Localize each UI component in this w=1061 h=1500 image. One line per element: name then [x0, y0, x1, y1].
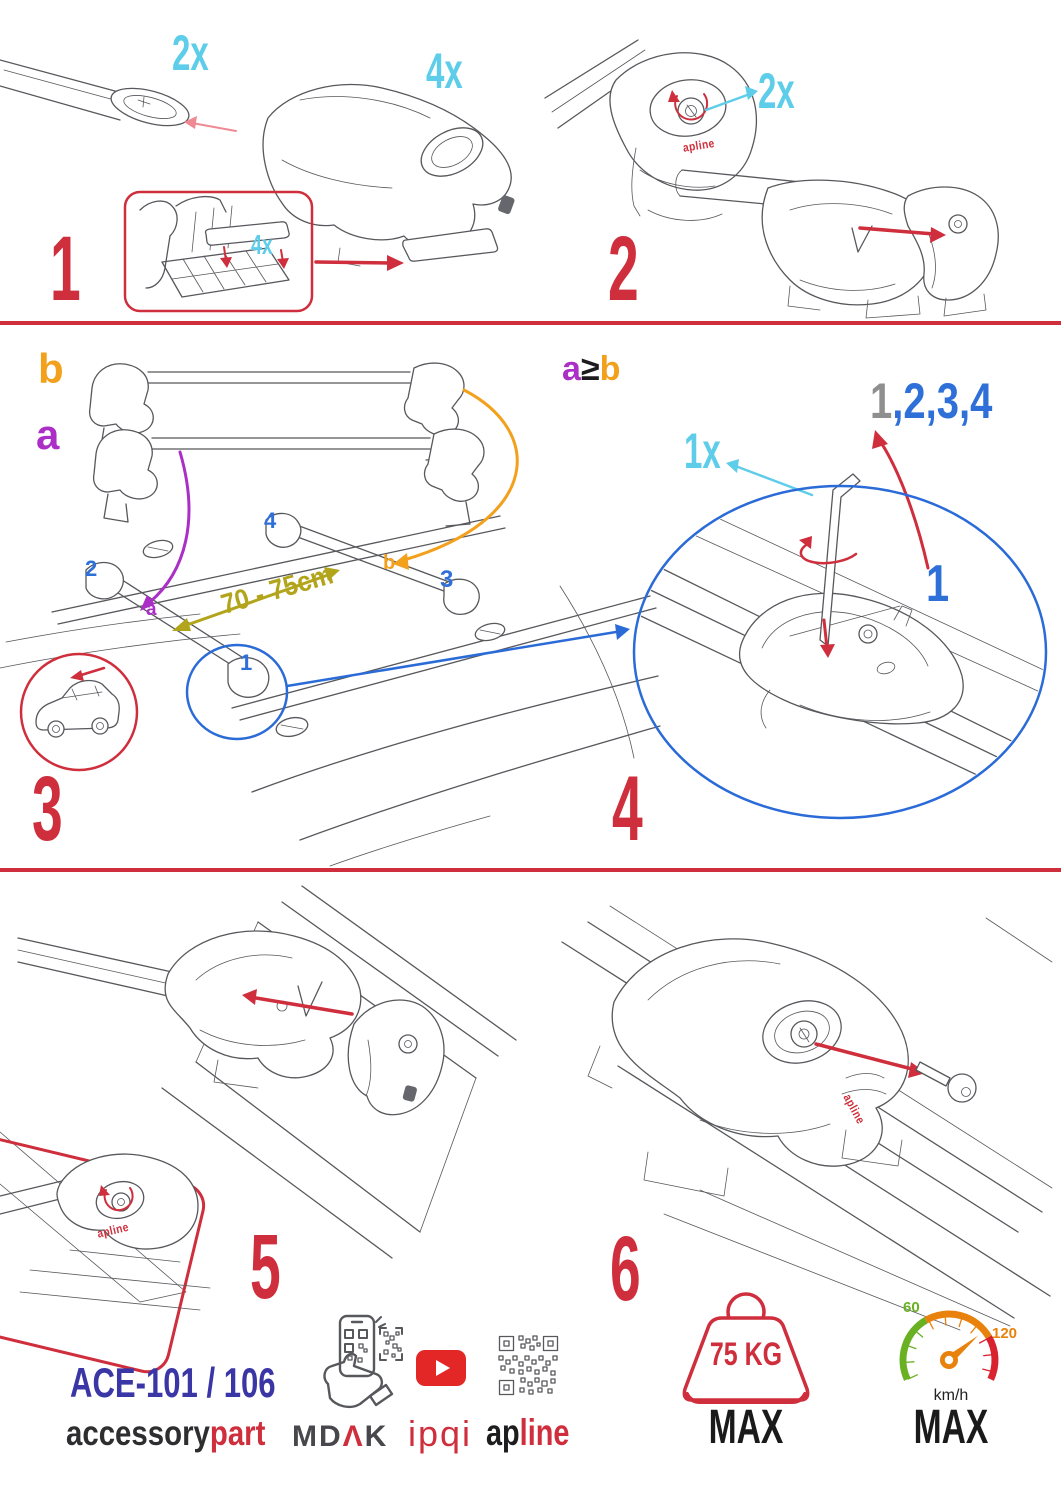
brand-accessorypart — [66, 1416, 265, 1451]
step3-position-4: 4 — [264, 508, 277, 533]
step2-foot-brand-logo: apline — [681, 136, 716, 155]
brand-accessorypart-red: part — [209, 1414, 266, 1453]
step4-rule-a: a — [562, 350, 581, 388]
step4-tighten-detail-illustration — [615, 415, 1061, 840]
step4-rule-operator: ≥ — [580, 350, 600, 388]
phone-qr-scan-icon — [318, 1314, 406, 1416]
brand-mdak — [292, 1422, 388, 1452]
step2-key-quantity: 2x — [758, 63, 795, 119]
step3-bar-distance: 70 - 75cm — [217, 558, 337, 620]
step6-foot-brand-logo: apline — [840, 1091, 868, 1127]
step1-bar-quantity: 2x — [172, 25, 209, 81]
product-model: ACE-101 / 106 — [70, 1359, 276, 1406]
qr-code-icon — [497, 1334, 560, 1397]
step4-sequence-rest: ,2,3,4 — [892, 373, 993, 429]
speed-unit-label: km/h — [933, 1387, 969, 1404]
step3-number: 3 — [32, 758, 63, 860]
step6-number: 6 — [610, 1218, 641, 1320]
step1-crossbar-and-foot-illustration — [0, 25, 560, 320]
step3-position-3: 3 — [440, 566, 454, 593]
step4-key-quantity: 1x — [684, 423, 721, 479]
step3-position-a: a — [146, 599, 157, 620]
brand-apline — [486, 1414, 569, 1451]
brand-mdak-post: K — [364, 1420, 389, 1453]
brand-ipqi: ipqi — [408, 1413, 473, 1454]
speed-low-tick-label: 60 — [903, 1299, 920, 1316]
step5-number: 5 — [250, 1216, 281, 1318]
step1-number: 1 — [50, 218, 81, 320]
speed-high-tick-label: 120 — [992, 1325, 1018, 1342]
step4-sequence-first: 1 — [870, 373, 893, 429]
brand-mdak-a: Λ — [342, 1420, 365, 1453]
step3-roof-placement-illustration — [0, 330, 660, 878]
section-divider-bottom — [0, 868, 1061, 872]
max-speed-label: MAX — [913, 1401, 989, 1454]
step4-tighten-position: 1 — [926, 555, 950, 613]
step3-position-b: b — [383, 552, 396, 574]
step2-number: 2 — [608, 218, 639, 320]
step3-bar-b-label: b — [38, 345, 64, 392]
step3-position-1: 1 — [240, 650, 253, 675]
max-weight-value: 75 KG — [709, 1336, 783, 1372]
brand-apline-post: line — [519, 1412, 570, 1453]
brand-apline-pre: ap — [486, 1412, 520, 1453]
youtube-icon — [416, 1350, 466, 1386]
section-divider-top — [0, 321, 1061, 325]
step4-rule-b: b — [599, 350, 621, 388]
step3-position-2: 2 — [85, 556, 98, 581]
step5-foot-brand-logo: apline — [95, 1219, 131, 1241]
step5-cover-slide-illustration — [0, 880, 600, 1370]
step3-bar-a-label: a — [36, 411, 60, 458]
step1-pad-quantity: 4x — [251, 229, 273, 260]
max-weight-label: MAX — [708, 1401, 784, 1454]
step1-foot-quantity: 4x — [426, 43, 463, 99]
step4-rule — [562, 352, 620, 386]
step4-number: 4 — [612, 758, 643, 860]
brand-mdak-pre: MD — [292, 1420, 343, 1453]
step4-tighten-sequence — [870, 373, 993, 429]
brand-accessorypart-gray: accessory — [66, 1414, 210, 1453]
